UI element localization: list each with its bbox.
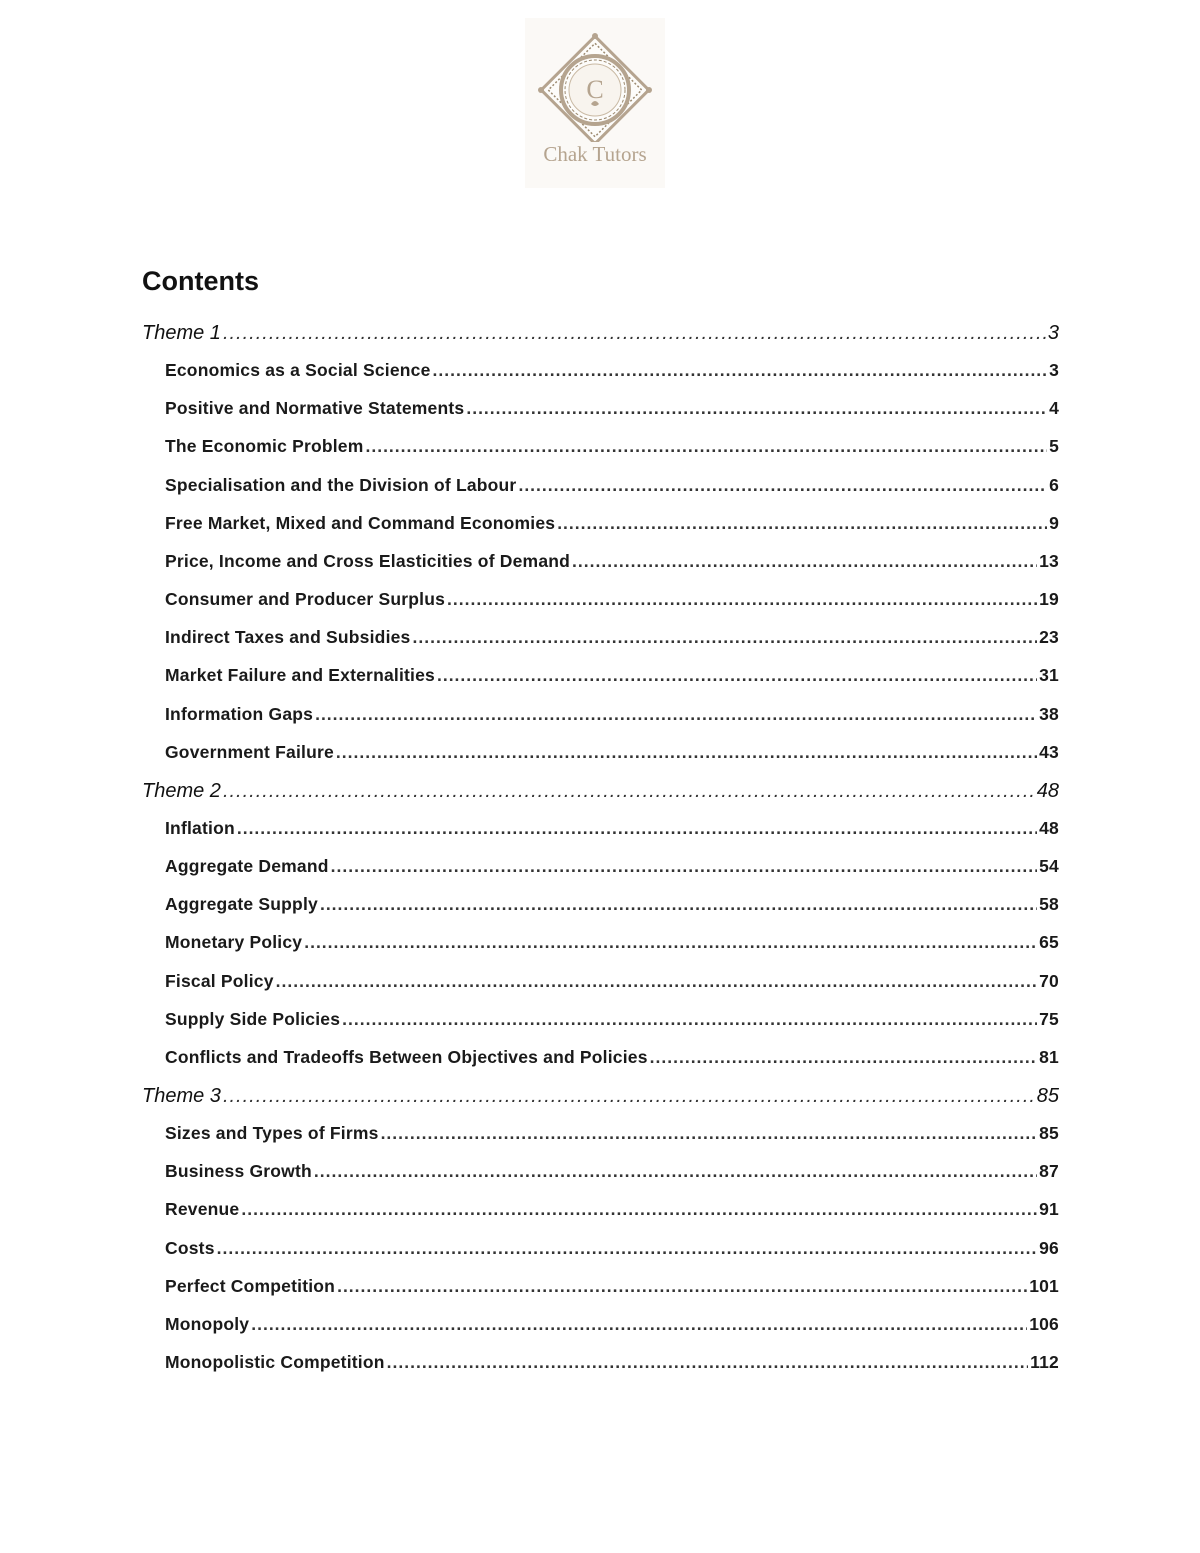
contents-heading: Contents (142, 266, 259, 296)
entry-title: Free Market, Mixed and Command Economies (165, 512, 556, 533)
toc-entry[interactable] (165, 1199, 1059, 1220)
entry-title: Sizes and Types of Firms (165, 1123, 379, 1144)
toc-theme-3[interactable] (142, 1085, 1059, 1108)
dot-leader (241, 1199, 1037, 1220)
entry-title: Conflicts and Tradeoffs Between Objectives and Policies (165, 1046, 648, 1067)
entry-title: Monopoly (165, 1313, 250, 1334)
toc-entry[interactable] (165, 1238, 1059, 1259)
page-number: 4 (1049, 398, 1059, 419)
page-number: 91 (1039, 1199, 1059, 1220)
logo-monogram: C (586, 75, 604, 104)
toc-entry[interactable] (165, 551, 1059, 572)
toc-entry[interactable] (165, 475, 1059, 496)
page-number: 48 (1039, 817, 1059, 838)
dot-leader (365, 436, 1047, 457)
page-number: 81 (1039, 1046, 1059, 1067)
theme-title: Theme 1 (142, 322, 221, 344)
dot-leader (437, 665, 1037, 686)
page-number: 54 (1039, 856, 1059, 877)
entry-title: Economics as a Social Science (165, 360, 431, 381)
page-number: 112 (1030, 1352, 1059, 1373)
entry-title: Government Failure (165, 741, 334, 762)
dot-leader (518, 475, 1047, 496)
page-number: 48 (1036, 779, 1059, 802)
dot-leader (251, 1314, 1027, 1335)
dot-leader (572, 551, 1037, 572)
toc-entry[interactable] (165, 1314, 1059, 1335)
toc-entry[interactable] (165, 971, 1059, 992)
dot-leader (304, 932, 1037, 953)
dot-leader (223, 322, 1046, 345)
dot-leader (315, 704, 1037, 725)
entry-title: Market Failure and Externalities (165, 665, 435, 686)
page-number: 85 (1036, 1085, 1059, 1107)
toc-entry[interactable] (165, 932, 1059, 953)
dot-leader (223, 780, 1035, 803)
toc-entry[interactable] (165, 894, 1059, 915)
page-number: 65 (1039, 932, 1059, 953)
toc-entry[interactable] (165, 513, 1059, 534)
dot-leader (314, 1161, 1037, 1182)
page-number: 6 (1049, 474, 1059, 495)
dot-leader (381, 1123, 1038, 1144)
dot-leader (650, 1047, 1037, 1068)
page-number: 3 (1047, 322, 1059, 344)
toc-entry[interactable] (165, 1123, 1059, 1144)
entry-title: Aggregate Demand (165, 856, 329, 877)
entry-title: Revenue (165, 1199, 240, 1220)
toc-entry[interactable] (165, 856, 1059, 877)
toc-entry[interactable] (165, 704, 1059, 725)
entry-title: Specialisation and the Division of Labour (165, 474, 517, 495)
entry-title: Supply Side Policies (165, 1008, 341, 1029)
page-number: 9 (1049, 512, 1059, 533)
toc-entry[interactable] (165, 818, 1059, 839)
toc-entry[interactable] (165, 589, 1059, 610)
page-number: 75 (1039, 1008, 1059, 1029)
page-number: 106 (1029, 1313, 1059, 1334)
entry-title: Fiscal Policy (165, 970, 274, 991)
page-number: 43 (1039, 741, 1059, 762)
page-number: 23 (1039, 627, 1059, 648)
toc-entry[interactable] (165, 665, 1059, 686)
page-number: 87 (1039, 1161, 1059, 1182)
toc-entry[interactable] (165, 360, 1059, 381)
toc-theme-2[interactable] (142, 780, 1059, 803)
dot-leader (466, 398, 1047, 419)
dot-leader (237, 818, 1037, 839)
entry-title: Monetary Policy (165, 932, 303, 953)
page-number: 31 (1039, 665, 1059, 686)
theme-title: Theme 2 (142, 779, 221, 802)
page-number: 5 (1049, 436, 1059, 457)
dot-leader (331, 856, 1037, 877)
toc-entry[interactable] (165, 1047, 1059, 1068)
page-number: 101 (1029, 1275, 1059, 1296)
toc-entry[interactable] (165, 436, 1059, 457)
page-number: 85 (1039, 1123, 1059, 1144)
dot-leader (413, 627, 1038, 648)
entry-title: Price, Income and Cross Elasticities of Demand (165, 550, 571, 571)
entry-title: Aggregate Supply (165, 894, 318, 915)
entry-title: Inflation (165, 817, 235, 838)
dot-leader (447, 589, 1037, 610)
page-number: 19 (1039, 589, 1059, 610)
page-number: 3 (1049, 360, 1059, 381)
entry-title: Positive and Normative Statements (165, 398, 465, 419)
toc-entry[interactable] (165, 1009, 1059, 1030)
toc-entry[interactable] (165, 398, 1059, 419)
dot-leader (387, 1352, 1029, 1373)
entry-title: Indirect Taxes and Subsidies (165, 627, 411, 648)
page-number: 38 (1039, 703, 1059, 724)
toc-entry[interactable] (165, 1352, 1059, 1373)
entry-title: Monopolistic Competition (165, 1352, 385, 1373)
dot-leader (223, 1085, 1035, 1108)
brand-name: Chak Tutors (543, 142, 647, 166)
toc-entry[interactable] (165, 742, 1059, 763)
dot-leader (276, 971, 1037, 992)
entry-title: The Economic Problem (165, 436, 364, 457)
page-number: 13 (1039, 550, 1059, 571)
toc-theme-1[interactable] (142, 322, 1059, 345)
toc-entry[interactable] (165, 627, 1059, 648)
dot-leader (320, 894, 1037, 915)
page-number: 58 (1039, 894, 1059, 915)
dot-leader (433, 360, 1048, 381)
entry-title: Consumer and Producer Surplus (165, 589, 446, 610)
dot-leader (217, 1238, 1038, 1259)
dot-leader (342, 1009, 1037, 1030)
toc-entry[interactable] (165, 1276, 1059, 1297)
theme-title: Theme 3 (142, 1085, 221, 1107)
entry-title: Business Growth (165, 1161, 312, 1182)
page-number: 96 (1039, 1237, 1059, 1258)
dot-leader (336, 742, 1037, 763)
dot-leader (337, 1276, 1027, 1297)
entry-title: Information Gaps (165, 703, 314, 724)
entry-title: Costs (165, 1237, 215, 1258)
page-number: 70 (1039, 970, 1059, 991)
entry-title: Perfect Competition (165, 1275, 336, 1296)
toc-entry[interactable] (165, 1161, 1059, 1182)
dot-leader (557, 513, 1047, 534)
